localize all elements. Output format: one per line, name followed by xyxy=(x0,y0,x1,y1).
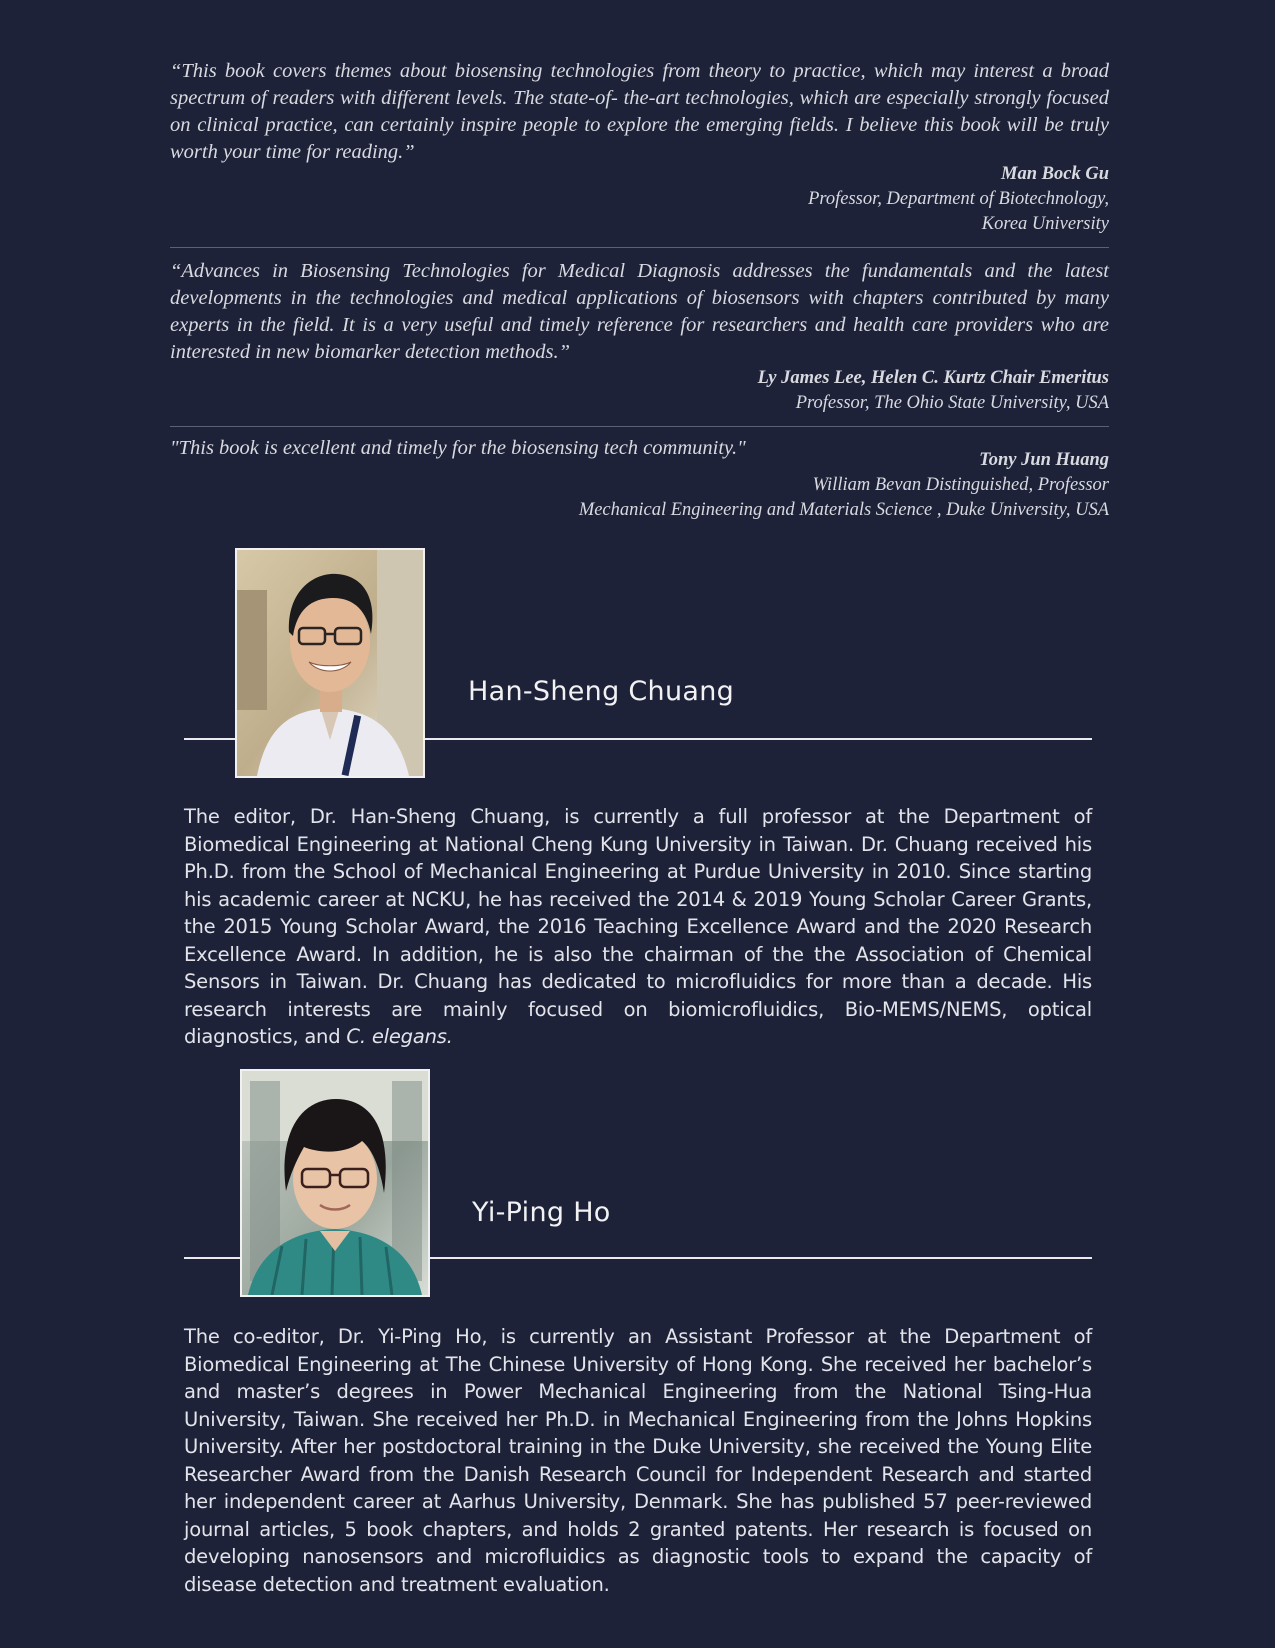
endorser-affiliation: Mechanical Engineering and Materials Science , Duke University, USA xyxy=(578,500,1109,520)
divider xyxy=(170,247,1109,248)
endorser-name: Ly James Lee, Helen C. Kurtz Chair Emeritus xyxy=(757,368,1109,388)
endorser-affiliation: William Bevan Distinguished, Professor xyxy=(812,475,1109,495)
coeditor-portrait xyxy=(240,1069,430,1297)
editor-name: Han-Sheng Chuang xyxy=(468,676,735,707)
endorser-affiliation: Korea University xyxy=(981,214,1109,234)
endorsement-1 xyxy=(170,58,1109,248)
endorsements xyxy=(170,58,1109,523)
editor-bio-text: The editor, Dr. Han-Sheng Chuang, is currently a full professor at the Department of Biomedical Engineering at National Cheng Kung University in Taiwan. Dr. Chuang received his Ph.D. from the School of Mechanical Engineering at Purdue University in 2010. Since starting his academic career at NCKU, he has received the 2014 & 2019 Young Scholar Career Grants, the 2015 Young Scholar Award, the 2016 Teaching Excellence Award and the 2020 Research Excellence Award. In addition, he is also the chairman of the the Association of Chemical Sensors in Taiwan. Dr. Chuang has dedicated to microfluidics for more than a decade. His research interests are mainly focused on biomicrofluidics, Bio-MEMS/NEMS, optical diagnostics, and xyxy=(184,805,1092,1048)
coeditor-bio: The co-editor, Dr. Yi-Ping Ho, is currently an Assistant Professor at the Department of Biomedical Engineering at The Chinese University of Hong Kong. She received her bachelor’s and master’s degrees in Power Mechanical Engineering from the National Tsing-Hua University, Taiwan. She received her Ph.D. in Mechanical Engineering from the Johns Hopkins University. After her postdoctoral training in the Duke University, she received the Young Elite Researcher Award from the Danish Research Council for Independent Research and started her independent career at Aarhus University, Denmark. She has published 57 peer-reviewed journal articles, 5 book chapters, and holds 2 granted patents. Her research is focused on developing nanosensors and microfluidics as diagnostic tools to expand the capacity of disease detection and treatment evaluation. xyxy=(184,1325,1092,1596)
endorser-name: Tony Jun Huang xyxy=(979,450,1109,470)
endorser-name: Man Bock Gu xyxy=(1001,164,1109,184)
endorsement-2 xyxy=(170,258,1109,427)
editor-bio-species: C. elegans. xyxy=(346,1025,453,1048)
coeditor-portrait-image xyxy=(242,1071,428,1295)
endorsement-3 xyxy=(170,435,1109,523)
coeditor-name: Yi-Ping Ho xyxy=(472,1197,611,1228)
divider xyxy=(170,426,1109,427)
endorser-affiliation: Professor, The Ohio State University, USA xyxy=(795,393,1109,413)
editor-portrait xyxy=(235,548,425,778)
endorsement-quote: “Advances in Biosensing Technologies for Medical Diagnosis addresses the fundamentals and the latest developments in the technologies and medical applications of biosensors with chapters contributed by many experts in the field. It is a very useful and timely reference for researchers and health care providers who are interested in new biomarker detection methods.” xyxy=(170,260,1109,363)
endorser-affiliation: Professor, Department of Biotechnology, xyxy=(808,189,1109,209)
endorsement-attribution xyxy=(170,366,1109,416)
endorsement-attribution xyxy=(170,162,1109,237)
endorsement-quote: “This book covers themes about biosensing technologies from theory to practice, which may interest a broad spectrum of readers with different levels. The state-of- the-art technologies, which are especially strongly focused on clinical practice, can certainly inspire people to explore the emerging fields. I believe this book will be truly worth your time for reading.” xyxy=(170,60,1109,163)
editor-bio xyxy=(184,803,1092,1051)
editor-portrait-image xyxy=(237,550,423,776)
endorsement-quote: "This book is excellent and timely for the biosensing tech community." xyxy=(170,437,746,459)
